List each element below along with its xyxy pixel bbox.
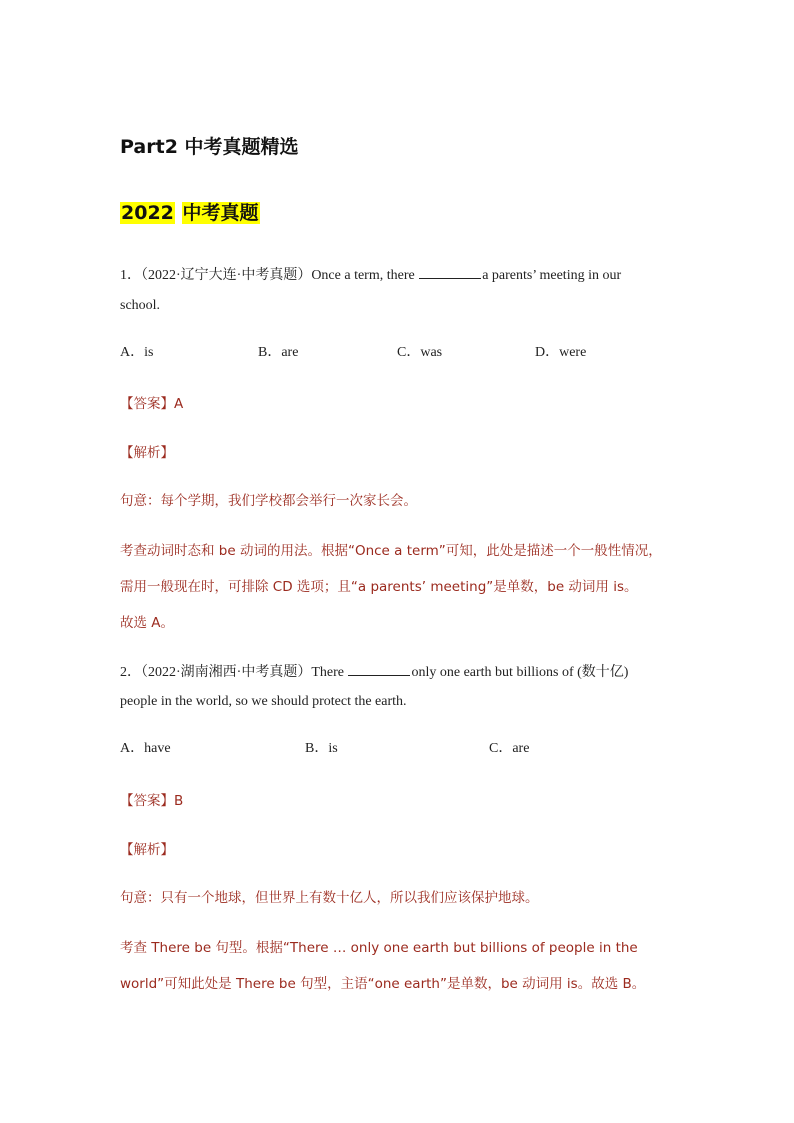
question-1-blank	[419, 267, 481, 279]
question-2-meaning: 句意：只有一个地球，但世界上有数十亿人，所以我们应该保护地球。	[120, 890, 539, 906]
question-1-stem-end: a parents’ meeting in our	[482, 268, 622, 283]
question-2-option-c: C．are	[489, 741, 530, 756]
question-1-option-d: D．were	[535, 345, 587, 360]
question-1-option-c: C．was	[397, 345, 443, 360]
question-1-stem-start: 1．（2022·辽宁大连·中考真题）Once a term, there	[120, 268, 419, 283]
question-1-line-2: school.	[120, 298, 161, 313]
question-1-explain-line-1: 考查动词时态和 be 动词的用法。根据“Once a term”可知，此处是描述一个一般性情况，	[120, 543, 662, 559]
question-2-option-b: B．is	[305, 741, 338, 756]
question-1-answer: 【答案】A	[120, 396, 184, 412]
question-2-stem-start: 2．（2022·湖南湘西·中考真题）There	[120, 665, 348, 680]
question-1-explain-line-3: 故选 A。	[120, 615, 175, 631]
question-2-option-a: A．have	[120, 741, 171, 756]
question-1-option-b: B．are	[258, 345, 299, 360]
question-1-line-1	[120, 264, 621, 284]
question-2-stem-end: only one earth but billions of (数十亿)	[411, 665, 629, 680]
question-2-explain-line-2: world”可知此处是 There be 句型，主语“one earth”是单数，be 动词用 is。故选 B。	[120, 976, 646, 992]
year-text: 中考真题	[182, 202, 259, 224]
section-heading	[120, 198, 260, 225]
question-1-meaning: 句意：每个学期，我们学校都会举行一次家长会。	[120, 493, 417, 509]
question-2-blank	[348, 664, 410, 676]
part-title: Part2 中考真题精选	[120, 136, 299, 158]
question-2-line-2: people in the world, so we should protect the earth.	[120, 694, 407, 709]
question-1-analysis-label: 【解析】	[120, 445, 174, 461]
question-2-line-1	[120, 661, 628, 681]
question-1-explain-line-2: 需用一般现在时，可排除 CD 选项；且“a parents’ meeting”是单数，be 动词用 is。	[120, 579, 638, 595]
year-number: 2022	[121, 202, 174, 224]
question-2-explain-line-1: 考查 There be 句型。根据“There … only one earth but billions of people in the	[120, 940, 638, 956]
question-2-analysis-label: 【解析】	[120, 842, 174, 858]
question-2-answer: 【答案】B	[120, 793, 184, 809]
question-1-option-a: A．is	[120, 345, 154, 360]
